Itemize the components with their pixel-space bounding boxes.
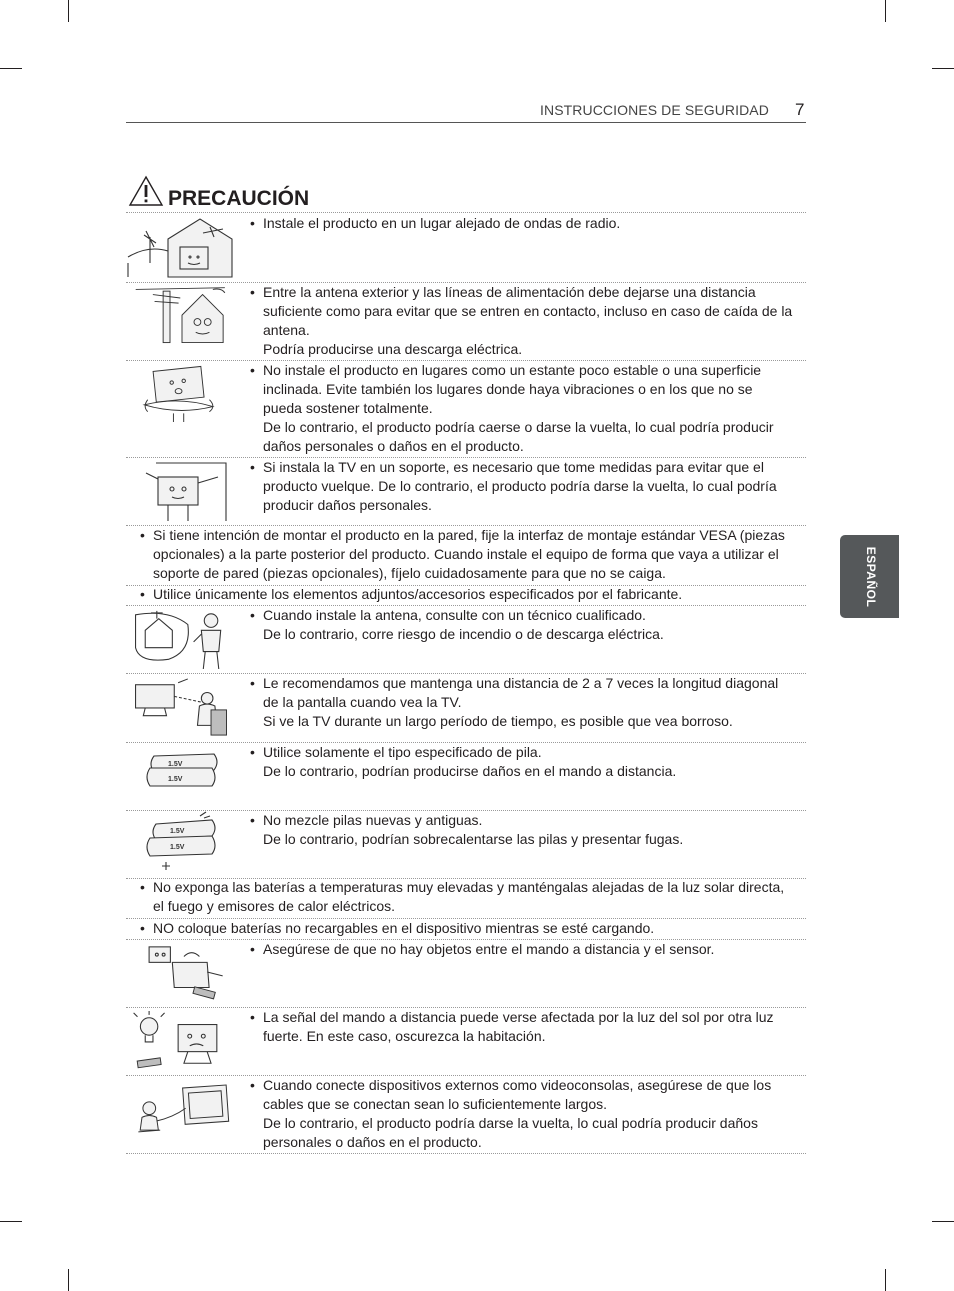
battery-label: 1.5V xyxy=(168,776,183,783)
item-text: • La señal del mando a distancia puede verse afectada por la luz del sol por otra luz fuerte. En este caso, oscurezca la habitación. xyxy=(250,1009,774,1044)
tv-stand-fixing-illustration xyxy=(128,461,236,521)
crop-mark xyxy=(932,68,954,69)
section-header: INSTRUCCIONES DE SEGURIDAD xyxy=(540,102,769,118)
list-item xyxy=(126,742,806,811)
remote-obstacle-illustration xyxy=(128,943,236,1003)
crop-mark xyxy=(885,1269,886,1291)
crop-mark xyxy=(68,1269,69,1291)
list-item xyxy=(126,605,806,674)
house-antenna-illustration xyxy=(128,217,236,277)
item-text: • Utilice únicamente los elementos adjuntos/accesorios especificados por el fabricante. xyxy=(140,586,683,602)
item-text: • Cuando instale la antena, consulte con un técnico cualificado. De lo contrario, corre riesgo de incendio o de descarga eléctrica. xyxy=(250,607,664,642)
battery-label: 1.5V xyxy=(170,844,185,851)
viewing-distance-illustration xyxy=(128,677,236,737)
item-text: • Cuando conecte dispositivos externos como videoconsolas, asegúrese de que los cables que se conectan sean lo suficientemente largos. De lo contrario, el producto podría darse la vuelta, lo cual podría producir daños personales o daños en el producto. xyxy=(250,1077,772,1150)
antenna-powerline-illustration xyxy=(128,286,236,346)
crop-mark xyxy=(0,1221,22,1222)
list-item xyxy=(126,939,806,1008)
list-item xyxy=(126,878,806,919)
item-text: • Si tiene intención de montar el producto en la pared, fije la interfaz de montaje estándar VESA (piezas opcionales) a la parte posterior del producto. Cuando instale el equipo de forma que vaya a utilizar el soporte de pared (piezas opcionales), fíjelo cuidadosamente para que no se caiga. xyxy=(140,527,785,581)
list-item xyxy=(126,673,806,743)
header-rule xyxy=(126,122,806,123)
list-item xyxy=(126,282,806,361)
item-text: • Instale el producto en un lugar alejado de ondas de radio. xyxy=(250,215,621,231)
battery-label: 1.5V xyxy=(170,828,185,835)
item-text: • No mezcle pilas nuevas y antiguas. De lo contrario, podrían sobrecalentarse las pilas y presentar fugas. xyxy=(250,812,684,847)
item-text: • Si instala la TV en un soporte, es necesario que tome medidas para evitar que el producto vuelque. De lo contrario, el producto podría darse la vuelta, lo cual podría producir daños personales. xyxy=(250,459,777,513)
page-number: 7 xyxy=(795,100,805,119)
item-text: • Utilice solamente el tipo especificado de pila. De lo contrario, podrían producirse daños en el mando a distancia. xyxy=(250,744,677,779)
list-item xyxy=(126,810,806,879)
battery-label: 1.5V xyxy=(168,761,183,768)
list-item xyxy=(126,1007,806,1076)
list-item xyxy=(126,1075,806,1154)
strong-light-remote-illustration xyxy=(128,1011,236,1071)
page-title: PRECAUCIÓN xyxy=(168,187,310,210)
list-item xyxy=(126,918,806,940)
list-item xyxy=(126,585,806,606)
item-text: • Asegúrese de que no hay objetos entre el mando a distancia y el sensor. xyxy=(250,941,715,957)
language-tab: ESPAÑOL xyxy=(840,535,899,618)
technician-antenna-illustration xyxy=(128,609,236,669)
list-item xyxy=(126,525,806,586)
crop-mark xyxy=(932,1221,954,1222)
list-item xyxy=(126,360,806,458)
unstable-shelf-illustration xyxy=(128,362,236,422)
item-text: • Entre la antena exterior y las líneas de alimentación debe dejarse una distancia suficiente como para evitar que se entren en contacto, incluso en caso de caída de la antena. Podría producirse una descarga eléctrica. xyxy=(250,284,793,357)
item-text: • No instale el producto en lugares como un estante poco estable o una superficie inclinada. Evite también los lugares donde haya vibraciones o en los que no se pueda sostener totalmente. De lo contrario, el producto podría caerse o darse la vuelta, lo cual podría producir daños personales o daños en el producto. xyxy=(250,362,774,454)
item-text: • No exponga las baterías a temperaturas muy elevadas y manténgalas alejadas de la luz solar directa, el fuego y emisores de calor eléctricos. xyxy=(140,879,785,914)
warning-triangle-icon xyxy=(128,175,164,207)
crop-mark xyxy=(68,0,69,22)
item-text: • Le recomendamos que mantenga una distancia de 2 a 7 veces la longitud diagonal de la pantalla cuando vea la TV. Si ve la TV durante un largo período de tiempo, es posible que vea borroso. xyxy=(250,675,779,729)
crop-mark xyxy=(885,0,886,22)
item-text: • NO coloque baterías no recargables en el dispositivo mientras se esté cargando. xyxy=(140,920,655,936)
batteries-illustration xyxy=(144,752,252,812)
game-console-cable-illustration xyxy=(128,1081,236,1141)
list-item xyxy=(126,213,806,283)
crop-mark xyxy=(0,68,22,69)
list-item xyxy=(126,457,806,526)
mixed-batteries-illustration xyxy=(144,816,252,876)
